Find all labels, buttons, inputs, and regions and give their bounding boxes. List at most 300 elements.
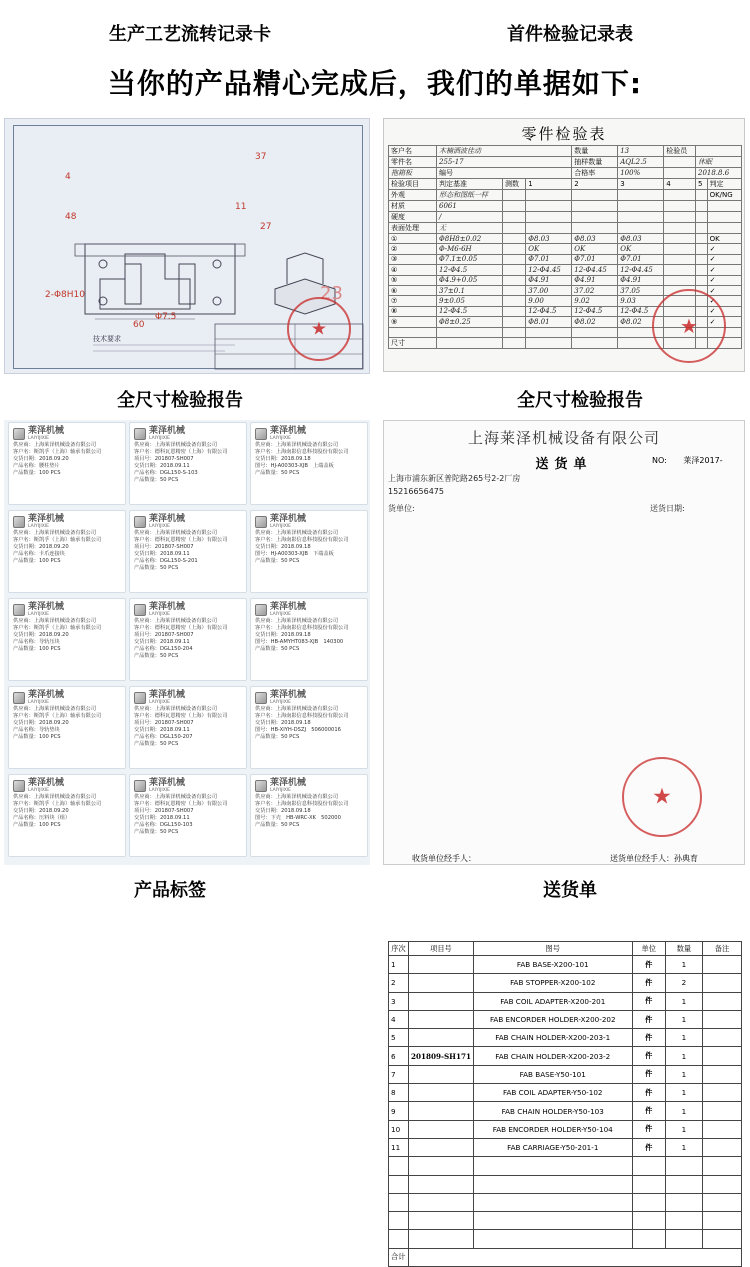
label-line: 产品数量：50 PCS	[255, 470, 300, 476]
delivery-seq: 4	[389, 1010, 409, 1028]
delivery-project	[408, 992, 473, 1010]
dim-label-3: 4	[65, 172, 71, 182]
delivery-unit: 件	[632, 956, 665, 974]
logo-en: LAIYIJIXIE	[28, 612, 49, 617]
inspection-cell: OK/NG	[707, 190, 741, 201]
delivery-seq: 6	[389, 1047, 409, 1065]
delivery-seq: 8	[389, 1084, 409, 1102]
label-line: 供应商：上海莱泽机械设备有限公司	[13, 442, 97, 448]
product-label	[129, 774, 247, 857]
cell	[695, 146, 741, 157]
inspection-cell	[572, 337, 618, 348]
company-seal	[287, 297, 351, 361]
cell-customer: 木楠酒波佳动	[437, 146, 572, 157]
inspection-cell: Φ7.01	[526, 254, 572, 264]
product-label	[250, 686, 368, 769]
logo-cn: 莱泽机械	[28, 690, 65, 700]
label-line: 客户名：德科瓦恩精密（上海）有限公司	[134, 537, 228, 543]
inspection-cell	[618, 190, 664, 201]
inspection-cell	[618, 212, 664, 223]
inspection-cell: 12-Φ4.5	[526, 306, 572, 316]
delivery-remark	[702, 1230, 741, 1248]
inspection-cell	[503, 212, 526, 223]
label-logo	[134, 602, 242, 618]
delivery-remark	[702, 1084, 741, 1102]
inspection-cell: ④	[389, 265, 437, 275]
inspection-cell: 37.00	[526, 285, 572, 295]
label-line: 产品数量：50 PCS	[255, 822, 300, 828]
inspection-cell	[618, 223, 664, 234]
cell: 编号	[437, 168, 572, 179]
logo-cn: 莱泽机械	[270, 514, 307, 524]
delivery-recv-unit: 货单位:	[388, 504, 415, 513]
delivery-row	[389, 1212, 742, 1230]
inspection-row	[389, 254, 742, 264]
inspection-header-cell: 检验项目	[389, 179, 437, 190]
delivery-row	[389, 1175, 742, 1193]
label-line: 客户名：德科瓦恩精密（上海）有限公司	[134, 625, 228, 631]
inspection-row	[389, 212, 742, 223]
inspection-cell	[695, 265, 707, 275]
delivery-row	[389, 1120, 742, 1138]
product-label	[8, 598, 126, 681]
inspection-title: 零件检验表	[521, 125, 607, 143]
logo-en: LAIYIJIXIE	[28, 700, 49, 705]
label-line: 产品名称：腰柱垫片	[13, 463, 60, 469]
delivery-qty: 1	[665, 1010, 702, 1028]
delivery-qty: 1	[665, 1138, 702, 1156]
inspection-cell	[707, 201, 741, 212]
delivery-qty	[665, 1175, 702, 1193]
cell: 合格率	[572, 168, 618, 179]
product-label	[129, 598, 247, 681]
seal-star-icon: ★	[310, 318, 328, 340]
delivery-drawing-no: FAB BASE-X200-101	[473, 956, 632, 974]
inspection-cell	[695, 201, 707, 212]
cell: 抽样数量	[572, 157, 618, 168]
inspection-cell	[503, 254, 526, 264]
delivery-header-cell: 备注	[702, 942, 741, 956]
inspection-cell	[695, 212, 707, 223]
delivery-project	[408, 1175, 473, 1193]
inspection-cell	[695, 234, 707, 244]
label-line: 供应商：上海莱泽机械设备有限公司	[13, 530, 97, 536]
label-line: 产品数量：50 PCS	[255, 646, 300, 652]
logo-en: LAIYIJIXIE	[270, 612, 291, 617]
delivery-qty: 1	[665, 956, 702, 974]
delivery-unit	[632, 1157, 665, 1175]
label-line: 项目号：201807-SH007	[134, 456, 194, 462]
delivery-drawing-no	[473, 1175, 632, 1193]
product-label	[129, 422, 247, 505]
label-line: 图号：下壳 HB-WRC-XK 502000	[255, 815, 341, 821]
inspection-cell: Φ-M6-6H	[437, 244, 503, 254]
caption-delivery-note: 送货单	[543, 880, 597, 901]
inspection-cell	[503, 317, 526, 327]
inspection-cell	[503, 223, 526, 234]
inspection-cell: /	[437, 212, 503, 223]
inspection-row	[389, 190, 742, 201]
inspection-cell	[695, 275, 707, 285]
inspection-cell	[503, 234, 526, 244]
cell: 数量	[572, 146, 618, 157]
label-line: 供应商：上海莱泽机械设备有限公司	[134, 618, 218, 624]
delivery-row	[389, 1029, 742, 1047]
logo-en: LAIYIJIXIE	[270, 700, 291, 705]
inspection-cell: Φ7.01	[618, 254, 664, 264]
inspection-cell: Φ4.9+0.05	[437, 275, 503, 285]
delivery-qty: 1	[665, 1102, 702, 1120]
label-logo	[13, 514, 121, 530]
delivery-unit	[632, 1212, 665, 1230]
inspection-cell: 37.05	[618, 285, 664, 295]
logo-en: LAIYIJIXIE	[28, 524, 49, 529]
cell-part-name: 拖箱板	[389, 168, 437, 179]
label-line: 产品名称：DGL150-S-201	[134, 558, 198, 564]
inspection-cell	[572, 327, 618, 337]
inspection-cell: 表面处理	[389, 223, 437, 234]
inspection-row	[389, 234, 742, 244]
delivery-remark	[702, 1138, 741, 1156]
label-line: 产品名称：DGL150-204	[134, 646, 193, 652]
delivery-no-value: 莱泽2017-	[683, 456, 723, 465]
delivery-project	[408, 1010, 473, 1028]
inspection-cell: 硬度	[389, 212, 437, 223]
inspection-cell: ③	[389, 254, 437, 264]
inspection-cell: 9±0.05	[437, 296, 503, 306]
inspection-cell: Φ8.03	[572, 234, 618, 244]
inspection-cell: Φ4.91	[526, 275, 572, 285]
logo-mark-icon	[134, 692, 146, 704]
inspection-cell: ①	[389, 234, 437, 244]
label-line: 产品数量：50 PCS	[134, 741, 179, 747]
inspection-cell: Φ8±0.25	[437, 317, 503, 327]
inspection-cell	[618, 201, 664, 212]
inspection-header-cell: 3	[618, 179, 664, 190]
logo-mark-icon	[13, 428, 25, 440]
delivery-row	[389, 974, 742, 992]
logo-cn: 莱泽机械	[149, 602, 186, 612]
label-logo	[255, 514, 363, 530]
delivery-unit: 件	[632, 1047, 665, 1065]
label-line: 交货日期：2018.09.11	[134, 815, 190, 821]
inspection-cell	[664, 201, 696, 212]
inspection-cell	[526, 223, 572, 234]
label-line: 产品数量：50 PCS	[134, 653, 179, 659]
delivery-unit	[632, 1230, 665, 1248]
label-line: 供应商：上海莱泽机械设备有限公司	[134, 706, 218, 712]
delivery-no	[652, 455, 723, 466]
label-line: 图号：HJ-A00303-XJB 上端盖板	[255, 463, 334, 469]
logo-en: LAIYIJIXIE	[28, 788, 49, 793]
delivery-unit: 件	[632, 1120, 665, 1138]
inspection-cell	[526, 190, 572, 201]
headline: 当你的产品精心完成后，我们的单据如下:	[107, 67, 643, 100]
delivery-drawing-no: FAB COIL ADAPTER-X200-201	[473, 992, 632, 1010]
label-line: 产品名称：DGL150-207	[134, 734, 193, 740]
inspection-cell: Φ8.02	[618, 317, 664, 327]
delivery-table	[388, 941, 742, 1267]
label-line: 交货日期：2018.09.11	[134, 463, 190, 469]
delivery-drawing-no: FAB CHAIN HOLDER-X200-203-2	[473, 1047, 632, 1065]
product-label	[250, 422, 368, 505]
label-line: 供应商：上海莱泽机械设备有限公司	[13, 706, 97, 712]
inspection-cell	[389, 327, 437, 337]
inspection-cell: Φ8.02	[572, 317, 618, 327]
inspection-cell: 37.02	[572, 285, 618, 295]
page-number: 23	[320, 283, 343, 304]
delivery-seq	[389, 1212, 409, 1230]
delivery-drawing-no: FAB CARRIAGE-Y50-201-1	[473, 1138, 632, 1156]
inspection-cell	[572, 223, 618, 234]
inspection-cell: ✓	[707, 317, 741, 327]
label-line: 产品名称：压料块（组）	[13, 815, 71, 821]
label-line: 交货日期：2018.09.18	[255, 544, 311, 550]
inspection-cell: ⑦	[389, 296, 437, 306]
inspection-cell	[664, 275, 696, 285]
delivery-remark	[702, 1029, 741, 1047]
delivery-unit: 件	[632, 992, 665, 1010]
delivery-company: 上海莱泽机械设备有限公司	[467, 429, 660, 447]
inspection-cell	[664, 234, 696, 244]
label-line: 产品数量：50 PCS	[134, 477, 179, 483]
delivery-row	[389, 992, 742, 1010]
delivery-drawing-no	[473, 1212, 632, 1230]
delivery-seq	[389, 1193, 409, 1211]
delivery-drawing-no: FAB CHAIN HOLDER-Y50-103	[473, 1102, 632, 1120]
inspection-cell: 9.03	[618, 296, 664, 306]
logo-cn: 莱泽机械	[28, 602, 65, 612]
label-line: 图号：HB-XIYH-DSZJ 506000016	[255, 727, 341, 733]
caption-full-size-report-right: 全尺寸检验报告	[517, 390, 643, 411]
inspection-cell	[503, 327, 526, 337]
product-label	[250, 598, 368, 681]
label-line: 产品数量：50 PCS	[134, 565, 179, 571]
inspection-cell	[664, 190, 696, 201]
delivery-row	[389, 956, 742, 974]
delivery-project	[408, 1065, 473, 1083]
label-line: 产品数量：50 PCS	[255, 734, 300, 740]
delivery-drawing-no: FAB BASE-Y50-101	[473, 1065, 632, 1083]
label-line: 项目号：201807-SH007	[134, 632, 194, 638]
label-line: 交货日期：2018.09.18	[255, 632, 311, 638]
delivery-row	[389, 1230, 742, 1248]
product-label	[8, 774, 126, 857]
delivery-project	[408, 1120, 473, 1138]
delivery-seq: 11	[389, 1138, 409, 1156]
label-line: 产品名称：DGL150-S-103	[134, 470, 198, 476]
delivery-remark	[702, 1010, 741, 1028]
delivery-remark	[702, 992, 741, 1010]
delivery-row	[389, 1010, 742, 1028]
inspection-header-cell: 判定	[707, 179, 741, 190]
label-line: 供应商：上海莱泽机械设备有限公司	[134, 794, 218, 800]
label-line: 产品名称：DGL150-103	[134, 822, 193, 828]
logo-cn: 莱泽机械	[270, 690, 307, 700]
product-label	[129, 686, 247, 769]
delivery-qty: 1	[665, 1065, 702, 1083]
delivery-project	[408, 956, 473, 974]
inspection-cell: Φ8.03	[526, 234, 572, 244]
inspection-cell: 形态和图纸一样	[437, 190, 503, 201]
inspection-cell	[695, 254, 707, 264]
label-line: 客户名：斯凯孚（上海）轴承有限公司	[13, 801, 102, 807]
inspection-cell	[526, 337, 572, 348]
logo-cn: 莱泽机械	[270, 778, 307, 788]
delivery-qty	[665, 1212, 702, 1230]
cell: 零件名	[389, 157, 437, 168]
label-line: 客户名：德科瓦恩精密（上海）有限公司	[134, 449, 228, 455]
inspection-header-cell: 5	[695, 179, 707, 190]
delivery-remark	[702, 1120, 741, 1138]
inspection-cell	[503, 285, 526, 295]
inspection-cell: ✓	[707, 275, 741, 285]
delivery-header-cell: 单位	[632, 942, 665, 956]
label-logo	[134, 514, 242, 530]
label-line: 客户名：斯凯孚（上海）轴承有限公司	[13, 537, 102, 543]
notes-title: 技术要求	[93, 335, 121, 343]
delivery-unit: 件	[632, 1065, 665, 1083]
delivery-remark	[702, 1193, 741, 1211]
inspection-cell: ✓	[707, 265, 741, 275]
cell: 13	[618, 146, 664, 157]
label-line: 交货日期：2018.09.11	[134, 551, 190, 557]
delivery-qty: 1	[665, 1029, 702, 1047]
delivery-project	[408, 1157, 473, 1175]
inspection-cell: ②	[389, 244, 437, 254]
delivery-seq: 2	[389, 974, 409, 992]
label-logo	[255, 426, 363, 442]
label-line: 客户名：上海南影信息科技股份有限公司	[255, 625, 349, 631]
logo-mark-icon	[255, 780, 267, 792]
inspection-header-cell: 测数	[503, 179, 526, 190]
delivery-sender: 送货单位经手人：孙典育	[610, 854, 698, 863]
inspection-row	[389, 244, 742, 254]
inspection-cell	[695, 223, 707, 234]
label-line: 产品数量：50 PCS	[134, 829, 179, 835]
inspection-row	[389, 265, 742, 275]
inspection-cell	[572, 212, 618, 223]
inspection-cell: Φ7.1±0.05	[437, 254, 503, 264]
logo-cn: 莱泽机械	[149, 426, 186, 436]
logo-mark-icon	[134, 516, 146, 528]
delivery-header-cell: 项目号	[408, 942, 473, 956]
inspection-cell: Φ8.01	[526, 317, 572, 327]
delivery-row	[389, 1193, 742, 1211]
inspection-header-cell: 2	[572, 179, 618, 190]
logo-en: LAIYIJIXIE	[149, 788, 170, 793]
label-logo	[255, 778, 363, 794]
label-line: 客户名：上海南影信息科技股份有限公司	[255, 537, 349, 543]
delivery-qty: 1	[665, 992, 702, 1010]
drawing-panel	[4, 118, 370, 374]
logo-mark-icon	[255, 516, 267, 528]
delivery-row	[389, 1157, 742, 1175]
logo-mark-icon	[134, 428, 146, 440]
inspection-header-cell: 4	[664, 179, 696, 190]
label-line: 项目号：201807-SH007	[134, 544, 194, 550]
delivery-seq	[389, 1230, 409, 1248]
inspection-cell	[526, 201, 572, 212]
logo-mark-icon	[13, 516, 25, 528]
inspection-cell: Φ4.91	[618, 275, 664, 285]
inspection-cell: OK	[572, 244, 618, 254]
product-label	[8, 422, 126, 505]
logo-en: LAIYIJIXIE	[149, 700, 170, 705]
inspection-cell: ✓	[707, 254, 741, 264]
logo-en: LAIYIJIXIE	[149, 436, 170, 441]
delivery-seq	[389, 1175, 409, 1193]
label-logo	[134, 690, 242, 706]
delivery-project: 201809-SH171	[408, 1047, 473, 1065]
delivery-receiver: 收货单位经手人：	[412, 854, 476, 863]
inspection-panel	[383, 118, 745, 372]
logo-mark-icon	[134, 604, 146, 616]
inspection-header-cell: 判定基准	[437, 179, 503, 190]
logo-mark-icon	[13, 604, 25, 616]
delivery-seq: 10	[389, 1120, 409, 1138]
delivery-drawing-no: FAB CHAIN HOLDER-X200-203-1	[473, 1029, 632, 1047]
label-line: 产品数量：100 PCS	[13, 822, 61, 828]
delivery-drawing-no: FAB COIL ADAPTER-Y50-102	[473, 1084, 632, 1102]
label-line: 供应商：上海莱泽机械设备有限公司	[255, 618, 339, 624]
delivery-drawing-no	[473, 1230, 632, 1248]
delivery-title: 送货单	[535, 457, 593, 472]
label-line: 产品数量：100 PCS	[13, 646, 61, 652]
logo-cn: 莱泽机械	[149, 690, 186, 700]
cell: 休眠	[695, 157, 741, 168]
delivery-row	[389, 1084, 742, 1102]
delivery-total-value	[408, 1248, 741, 1266]
inspection-cell: 12-Φ4.45	[618, 265, 664, 275]
label-line: 客户名：上海南影信息科技股份有限公司	[255, 449, 349, 455]
delivery-row	[389, 1138, 742, 1156]
logo-cn: 莱泽机械	[270, 426, 307, 436]
logo-cn: 莱泽机械	[270, 602, 307, 612]
delivery-drawing-no: FAB ENCORDER HOLDER-X200-202	[473, 1010, 632, 1028]
inspection-cell	[664, 254, 696, 264]
inspection-cell	[503, 275, 526, 285]
logo-en: LAIYIJIXIE	[270, 788, 291, 793]
logo-mark-icon	[255, 428, 267, 440]
delivery-seq: 9	[389, 1102, 409, 1120]
delivery-remark	[702, 1102, 741, 1120]
caption-process-card: 生产工艺流转记录卡	[109, 24, 271, 45]
cell	[664, 168, 696, 179]
label-line: 交货日期：2018.09.20	[13, 632, 69, 638]
label-logo	[13, 426, 121, 442]
inspection-cell: Φ8H8±0.02	[437, 234, 503, 244]
delivery-unit: 件	[632, 1029, 665, 1047]
delivery-seal	[622, 757, 702, 837]
delivery-qty	[665, 1230, 702, 1248]
delivery-no-label: NO:	[652, 456, 667, 465]
delivery-drawing-no	[473, 1157, 632, 1175]
label-line: 供应商：上海莱泽机械设备有限公司	[13, 618, 97, 624]
inspection-cell: 12-Φ4.5	[618, 306, 664, 316]
label-line: 产品名称：导轨垫块	[13, 727, 60, 733]
delivery-qty: 1	[665, 1084, 702, 1102]
dim-label-1: 2-Φ8H10	[45, 290, 86, 300]
inspection-cell: 37±0.1	[437, 285, 503, 295]
inspection-cell: ⑥	[389, 285, 437, 295]
inspection-cell: 12-Φ4.5	[572, 306, 618, 316]
inspection-cell: 12-Φ4.45	[526, 265, 572, 275]
delivery-seq: 7	[389, 1065, 409, 1083]
delivery-project	[408, 1084, 473, 1102]
label-line: 产品数量：100 PCS	[13, 734, 61, 740]
label-line: 交货日期：2018.09.18	[255, 720, 311, 726]
